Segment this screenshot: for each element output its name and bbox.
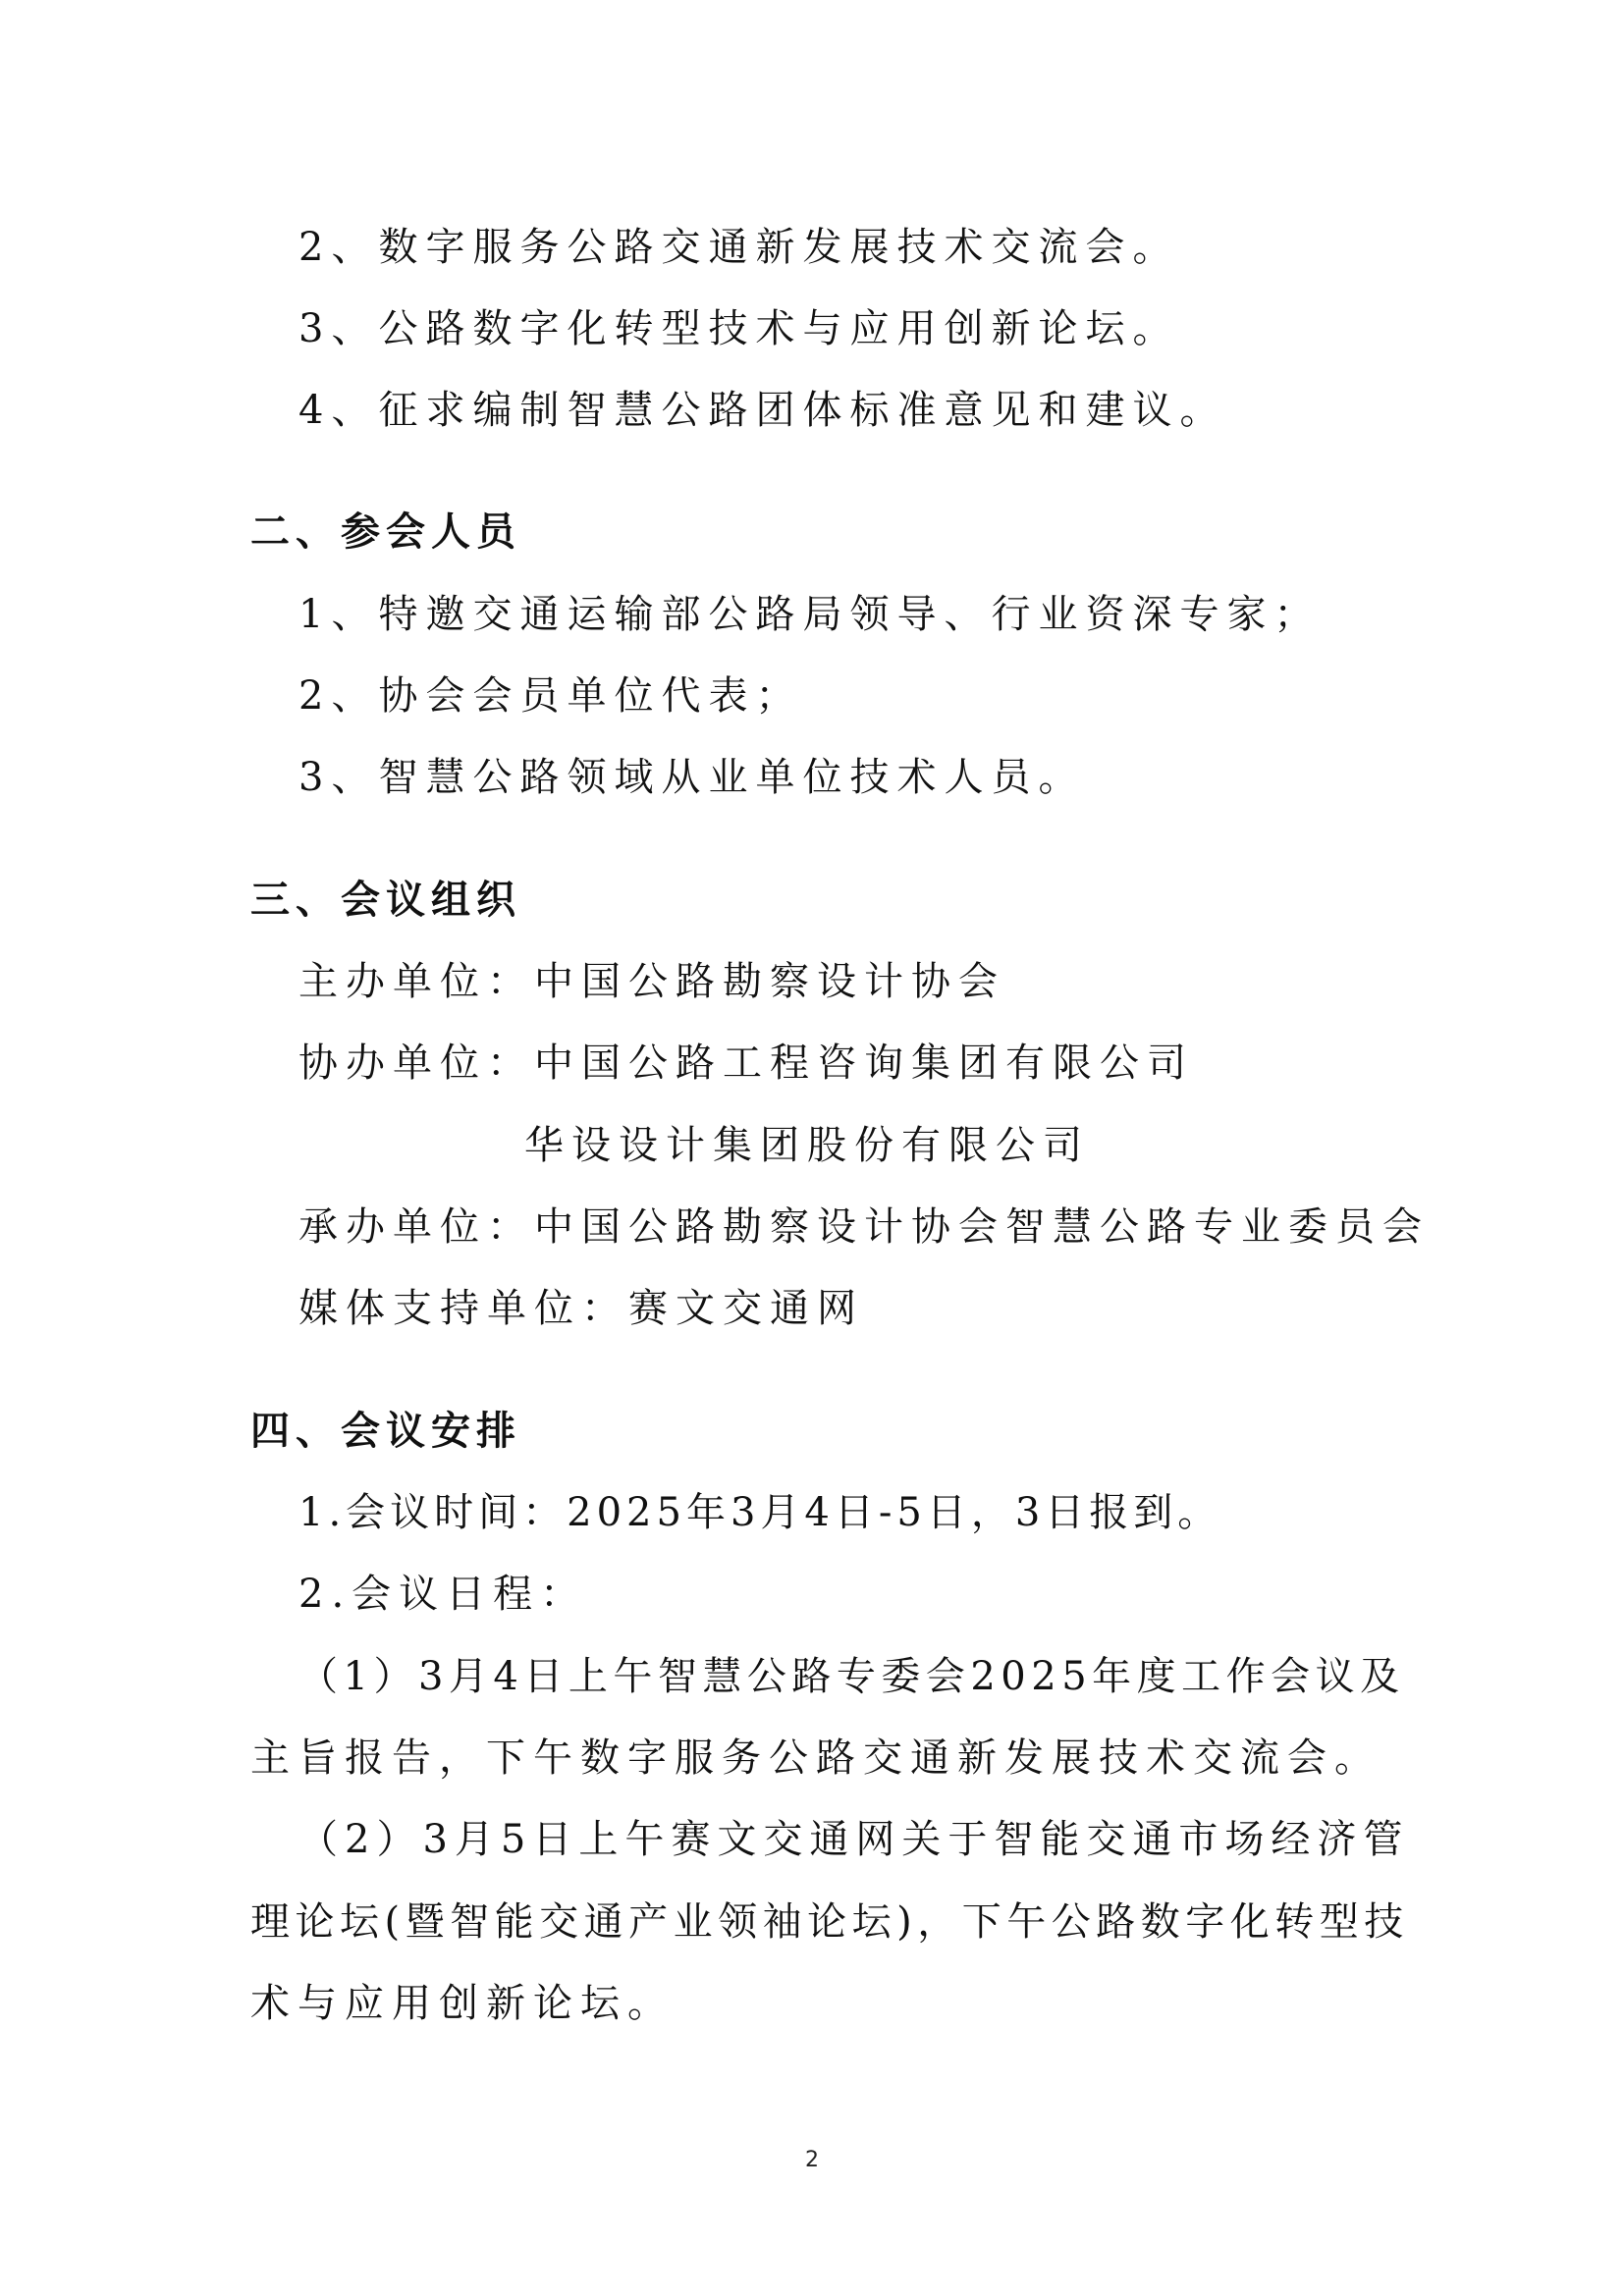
section-heading-attendees: 二、参会人员 xyxy=(250,509,521,555)
schedule-day2-line2: 理论坛(暨智能交通产业领袖论坛)，下午公路数字化转型技 xyxy=(250,1899,1409,1945)
schedule-label: 2.会议日程： xyxy=(298,1572,588,1617)
schedule-day1-line2: 主旨报告，下午数字服务公路交通新发展技术交流会。 xyxy=(250,1735,1381,1781)
org-host-row xyxy=(298,959,1005,1004)
org-media-label: 媒体支持单位： xyxy=(298,1286,628,1331)
schedule-day1-line1: （1）3月4日上午智慧公路专委会2025年度工作会议及 xyxy=(298,1654,1405,1699)
schedule-day2-line1: （2）3月5日上午赛文交通网关于智能交通市场经济管 xyxy=(298,1817,1410,1862)
org-host-value: 中国公路勘察设计协会 xyxy=(534,959,1005,1004)
org-host-label: 主办单位： xyxy=(298,959,534,1004)
org-co-label: 协办单位： xyxy=(298,1041,534,1086)
org-co-row xyxy=(298,1041,1194,1086)
topic-item-4: 4、征求编制智慧公路团体标准意见和建议。 xyxy=(298,388,1227,433)
org-organizer-value: 中国公路勘察设计协会智慧公路专业委员会 xyxy=(534,1204,1430,1250)
page-number: 2 xyxy=(805,2148,819,2172)
org-media-value: 赛文交通网 xyxy=(628,1286,864,1331)
meeting-time: 1.会议时间：2025年3月4日-5日，3日报到。 xyxy=(298,1490,1222,1535)
section-heading-schedule: 四、会议安排 xyxy=(250,1409,521,1454)
attendee-item-3: 3、智慧公路领域从业单位技术人员。 xyxy=(298,755,1086,800)
section-heading-organization: 三、会议组织 xyxy=(250,878,521,923)
org-organizer-row xyxy=(298,1204,1430,1250)
topic-item-2: 2、数字服务公路交通新发展技术交流会。 xyxy=(298,225,1180,270)
org-media-row xyxy=(298,1286,864,1331)
attendee-item-2: 2、协会会员单位代表； xyxy=(298,673,803,719)
org-organizer-label: 承办单位： xyxy=(298,1204,534,1250)
schedule-day2-line3: 术与应用创新论坛。 xyxy=(250,1981,675,2026)
topic-item-3: 3、公路数字化转型技术与应用创新论坛。 xyxy=(298,306,1180,351)
org-co-value-1: 中国公路工程咨询集团有限公司 xyxy=(534,1041,1194,1086)
attendee-item-1: 1、特邀交通运输部公路局领导、行业资深专家； xyxy=(298,592,1322,637)
org-co-value-2: 华设设计集团股份有限公司 xyxy=(524,1123,1090,1168)
